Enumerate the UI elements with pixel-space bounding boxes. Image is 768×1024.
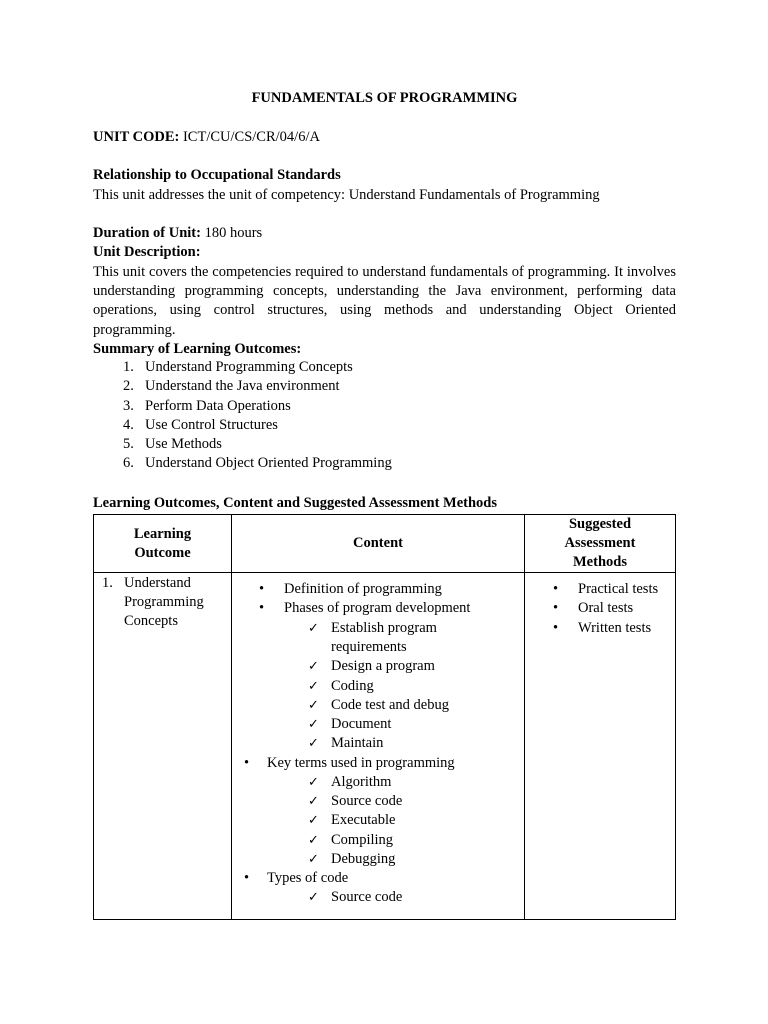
checkmark-icon: ✓	[308, 890, 319, 905]
header-assessment-methods: Suggested Assessment Methods	[525, 515, 676, 573]
checkmark-icon: ✓	[308, 813, 319, 828]
header-learning-outcome: Learning Outcome	[94, 515, 232, 573]
description-text: This unit covers the competencies required to understand fundamentals of programming. It involves understanding programming concepts, understanding the Java environment, performing data operations, using control structures, using methods and understanding Object Oriented programming.	[93, 264, 676, 338]
bullet-icon: •	[244, 755, 250, 771]
table-row	[94, 573, 676, 920]
duration-line	[93, 224, 676, 243]
list-item: 4. Use Control Structures	[123, 416, 278, 433]
checkmark-icon: ✓	[308, 679, 319, 694]
unit-code-label: UNIT CODE:	[93, 129, 180, 145]
checkmark-icon: ✓	[308, 621, 319, 636]
assessment-cell: • Practical tests • Oral tests • Written tests	[525, 573, 676, 920]
list-item: 1. Understand Programming Concepts	[123, 359, 353, 375]
relationship-heading: Relationship to Occupational Standards	[93, 167, 341, 183]
header-content: Content	[232, 515, 525, 573]
checkmark-icon: ✓	[308, 698, 319, 713]
outcomes-table	[93, 514, 676, 920]
summary-heading: Summary of Learning Outcomes:	[93, 341, 302, 357]
bullet-icon: •	[244, 870, 250, 886]
list-item: 5. Use Methods	[123, 436, 222, 453]
document-title: FUNDAMENTALS OF PROGRAMMING	[251, 90, 518, 106]
unit-code-value: ICT/CU/CS/CR/04/6/A	[179, 129, 320, 145]
table-header-row	[94, 515, 676, 573]
checkmark-icon: ✓	[308, 736, 319, 751]
checkmark-icon: ✓	[308, 852, 319, 867]
checkmark-icon: ✓	[308, 794, 319, 809]
table-heading: Learning Outcomes, Content and Suggested Assessment Methods	[93, 495, 498, 511]
bullet-icon: •	[259, 600, 265, 616]
unit-code-line	[93, 128, 676, 147]
duration-label: Duration of Unit:	[93, 225, 201, 241]
checkmark-icon: ✓	[308, 775, 319, 790]
duration-value: 180 hours	[200, 225, 263, 241]
content-cell: • Definition of programming • Phases of program development ✓ Establish program requirements ✓ Design a program ✓ Coding ✓ Code test and debug ✓ Document ✓ Maintain • Key terms used in programming ✓ Algorithm ✓ Source code ✓ Executable ✓ Compiling ✓ Debugging • Types of code ✓ Source code	[232, 573, 525, 920]
checkmark-icon: ✓	[308, 659, 319, 674]
checkmark-icon: ✓	[308, 717, 319, 732]
bullet-icon: •	[553, 581, 559, 597]
bullet-icon: •	[553, 600, 559, 616]
bullet-icon: •	[553, 620, 559, 636]
learning-outcomes-list	[93, 358, 392, 474]
checkmark-icon: ✓	[308, 833, 319, 848]
relationship-text: This unit addresses the unit of competency: Understand Fundamentals of Programming	[93, 187, 600, 203]
bullet-icon: •	[259, 581, 265, 597]
outcome-cell: 1. Understand Programming Concepts	[94, 573, 232, 920]
description-heading: Unit Description:	[93, 244, 201, 260]
list-item: 6. Understand Object Oriented Programming	[123, 455, 392, 472]
list-item: 3. Perform Data Operations	[123, 397, 291, 414]
list-item: 2. Understand the Java environment	[123, 378, 340, 395]
